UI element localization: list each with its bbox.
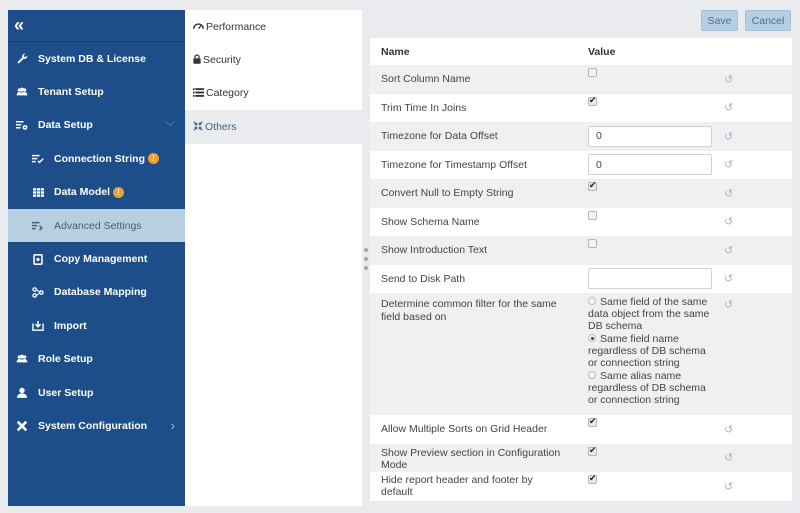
radio-button[interactable] <box>588 334 596 342</box>
nav-item-label: System DB & License <box>38 52 146 65</box>
grid-icon <box>30 188 46 197</box>
data-settings-icon <box>14 120 30 131</box>
warning-icon: ! <box>113 187 124 198</box>
setting-name: Convert Null to Empty String <box>381 187 514 200</box>
import-icon <box>30 320 46 331</box>
reset-icon[interactable]: ↺ <box>724 73 734 86</box>
table-row <box>370 444 792 473</box>
hide-report-header-footer-checkbox[interactable] <box>588 475 597 484</box>
radio-option[interactable] <box>588 296 712 332</box>
table-header <box>370 38 792 65</box>
category-others[interactable] <box>185 110 362 143</box>
save-button[interactable]: Save <box>701 10 738 31</box>
setting-name: Show Preview section in Configuration Mode <box>381 446 561 471</box>
nav-item-data-setup[interactable] <box>8 109 185 142</box>
nav-item-user-setup[interactable] <box>8 376 185 409</box>
reset-icon[interactable]: ↺ <box>724 130 734 143</box>
panel-resize-handle[interactable] <box>364 248 368 270</box>
cancel-button[interactable]: Cancel <box>745 10 791 31</box>
nav-item-connection-string[interactable] <box>8 142 185 175</box>
table-row <box>370 236 792 265</box>
nav-item-label: User Setup <box>38 386 94 399</box>
setting-name: Show Introduction Text <box>381 244 488 257</box>
nav-item-label: System Configuration <box>38 419 148 432</box>
reset-icon[interactable]: ↺ <box>724 299 734 311</box>
table-row <box>370 415 792 444</box>
reset-icon[interactable]: ↺ <box>724 273 734 286</box>
collapse-nav-button[interactable] <box>8 10 185 42</box>
list-arrow-icon <box>30 221 46 231</box>
radio-button[interactable] <box>588 297 596 305</box>
convert-null-checkbox[interactable] <box>588 182 597 191</box>
reset-icon[interactable]: ↺ <box>724 480 734 493</box>
nav-item-import[interactable] <box>8 309 185 342</box>
setting-name: Timezone for Timestamp Offset <box>381 158 527 171</box>
reset-icon[interactable]: ↺ <box>724 216 734 229</box>
arrows-in-icon <box>193 121 203 133</box>
settings-category-list <box>185 10 362 506</box>
table-row <box>370 179 792 208</box>
common-filter-radio-group <box>577 293 712 407</box>
timezone-data-offset-input[interactable] <box>588 126 712 147</box>
nav-item-label: Connection String <box>54 152 145 165</box>
radio-label: Same alias name regardless of DB schema or connection string <box>588 370 706 406</box>
user-icon <box>14 387 30 398</box>
allow-multiple-sorts-checkbox[interactable] <box>588 418 597 427</box>
timezone-timestamp-offset-input[interactable] <box>588 154 712 175</box>
settings-table <box>370 38 792 501</box>
category-performance[interactable] <box>185 10 362 43</box>
tools-icon <box>14 420 30 432</box>
setting-name: Trim Time In Joins <box>381 101 467 114</box>
mapping-icon <box>30 287 46 298</box>
send-to-disk-path-input[interactable] <box>588 268 712 289</box>
radio-button[interactable] <box>588 371 596 379</box>
nav-item-label: Advanced Settings <box>54 219 142 232</box>
setting-name: Show Schema Name <box>381 215 480 228</box>
main-nav <box>8 10 185 506</box>
setting-name: Timezone for Data Offset <box>381 130 498 143</box>
reset-icon[interactable]: ↺ <box>724 244 734 257</box>
chevron-down-icon: ﹀ <box>165 121 175 133</box>
table-row <box>370 472 792 501</box>
wrench-icon <box>14 53 30 64</box>
reset-icon[interactable]: ↺ <box>724 102 734 115</box>
double-chevron-left-icon: « <box>14 15 25 35</box>
table-row <box>370 293 792 415</box>
table-row <box>370 122 792 151</box>
nav-item-data-model[interactable] <box>8 176 185 209</box>
nav-item-tenant-setup[interactable] <box>8 75 185 108</box>
chevron-right-icon: › <box>170 418 175 434</box>
radio-option[interactable] <box>588 370 712 406</box>
show-introduction-text-checkbox[interactable] <box>588 239 597 248</box>
reset-icon[interactable]: ↺ <box>724 452 734 465</box>
copy-icon <box>30 254 46 265</box>
column-header-value: Value <box>588 45 616 58</box>
setting-name: Allow Multiple Sorts on Grid Header <box>381 423 548 436</box>
table-row <box>370 94 792 123</box>
nav-item-label: Tenant Setup <box>38 86 104 99</box>
gauge-icon <box>193 22 204 32</box>
grip-dot <box>364 248 368 252</box>
trim-time-in-joins-checkbox[interactable] <box>588 97 597 106</box>
nav-item-copy-management[interactable] <box>8 242 185 275</box>
list-check-icon <box>30 154 46 164</box>
nav-item-label: Database Mapping <box>54 286 147 299</box>
nav-item-label: Data Setup <box>38 119 93 132</box>
radio-label: Same field of the same data object from the same DB schema <box>588 296 710 332</box>
nav-item-system-db-license[interactable] <box>8 42 185 75</box>
nav-item-label: Copy Management <box>54 253 148 266</box>
category-label: Security <box>203 54 241 67</box>
nav-item-label: Role Setup <box>38 353 93 366</box>
nav-item-label: Import <box>54 319 87 332</box>
radio-option[interactable] <box>588 333 712 369</box>
category-label: Category <box>206 87 249 100</box>
category-label: Others <box>205 120 237 133</box>
grip-dot <box>364 266 368 270</box>
nav-item-role-setup[interactable] <box>8 343 185 376</box>
users-icon <box>14 87 30 97</box>
table-row <box>370 65 792 94</box>
table-row <box>370 208 792 237</box>
table-row <box>370 265 792 294</box>
users-icon <box>14 354 30 364</box>
reset-icon[interactable]: ↺ <box>724 423 734 436</box>
setting-name: Hide report header and footer by default <box>381 474 533 499</box>
grip-dot <box>364 257 368 261</box>
nav-item-label: Data Model <box>54 186 111 199</box>
nav-item-system-configuration[interactable] <box>8 409 185 442</box>
category-category[interactable] <box>185 77 362 110</box>
radio-label: Same field name regardless of DB schema or connection string <box>588 333 706 369</box>
sort-column-name-checkbox[interactable] <box>588 68 597 77</box>
column-header-name: Name <box>381 45 410 58</box>
nav-item-advanced-settings[interactable] <box>8 209 185 242</box>
setting-name: Send to Disk Path <box>381 272 466 285</box>
warning-icon: ! <box>148 153 159 164</box>
table-row <box>370 151 792 180</box>
setting-name: Determine common filter for the same field based on <box>381 298 557 323</box>
nav-item-database-mapping[interactable] <box>8 276 185 309</box>
show-preview-section-checkbox[interactable] <box>588 447 597 456</box>
reset-icon[interactable]: ↺ <box>724 159 734 172</box>
setting-name: Sort Column Name <box>381 73 471 86</box>
show-schema-name-checkbox[interactable] <box>588 211 597 220</box>
reset-icon[interactable]: ↺ <box>724 187 734 200</box>
lock-icon <box>193 54 201 66</box>
list-icon <box>193 88 204 99</box>
category-security[interactable] <box>185 43 362 76</box>
category-label: Performance <box>206 20 267 33</box>
